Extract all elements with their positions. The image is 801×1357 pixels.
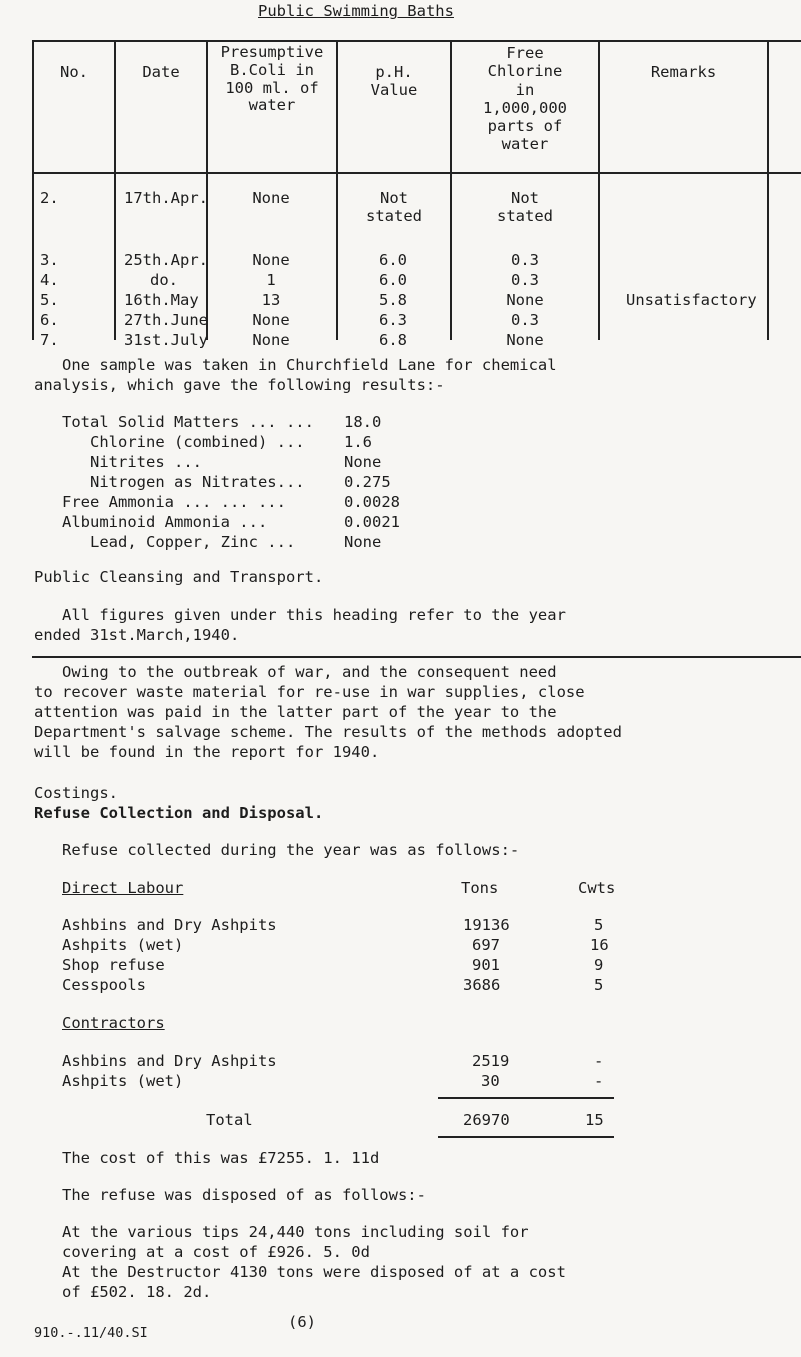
collection-tons: 2519 [472, 1052, 510, 1070]
para2-line-3: attention was paid in the latter part of the year to the [34, 703, 557, 721]
row-2-bcoli: None [252, 189, 290, 207]
table-divider [598, 40, 600, 340]
row-2-no: 2. [40, 189, 59, 207]
tons-header: Tons [461, 879, 499, 897]
row-2-ph: Not stated [366, 189, 422, 225]
row-3-no: 3. [40, 251, 59, 269]
row-5-no: 5. [40, 291, 59, 309]
row-3-date: 25th.Apr. [124, 251, 208, 269]
analysis-value: 18.0 [344, 413, 382, 431]
row-5-chlorine: None [506, 291, 544, 309]
disposal-intro: The refuse was disposed of as follows:- [62, 1186, 426, 1204]
collection-item: Cesspools [62, 976, 146, 994]
analysis-value: 0.0028 [344, 493, 400, 511]
total-label: Total [206, 1111, 253, 1129]
header-bcoli: Presumptive B.Coli in 100 ml. of water [220, 43, 324, 115]
collection-item: Ashbins and Dry Ashpits [62, 1052, 277, 1070]
section-heading: Public Cleansing and Transport. [34, 568, 324, 586]
row-2-chlorine: Not stated [497, 189, 553, 225]
footer-code: 910.-.11/40.SI [34, 1325, 148, 1341]
analysis-value: 1.6 [344, 433, 372, 451]
row-6-no: 6. [40, 311, 59, 329]
collection-cwts: 5 [594, 916, 604, 934]
sample-intro-line-1: One sample was taken in Churchfield Lane for chemical [62, 356, 557, 374]
row-4-date: do. [150, 271, 178, 289]
header-free-chlorine: Free Chlorine in 1,000,000 parts of water [483, 44, 567, 154]
analysis-value: 0.275 [344, 473, 391, 491]
para2-line-5: will be found in the report for 1940. [34, 743, 380, 761]
row-6-bcoli: None [252, 311, 290, 329]
analysis-label: Nitrogen as Nitrates... [90, 473, 305, 491]
row-5-remarks: Unsatisfactory [626, 291, 757, 309]
collection-cwts: 9 [594, 956, 604, 974]
direct-labour-heading: Direct Labour [62, 879, 184, 897]
analysis-label: Free Ammonia ... ... ... [62, 493, 286, 511]
collection-cwts: - [594, 1072, 604, 1090]
row-6-date: 27th.June [124, 311, 208, 329]
table-header-rule [32, 172, 801, 174]
header-date: Date [142, 63, 180, 81]
header-remarks: Remarks [650, 63, 717, 81]
para2-line-2: to recover waste material for re-use in war supplies, close [34, 683, 585, 701]
collection-item: Ashpits (wet) [62, 936, 184, 954]
row-3-bcoli: None [252, 251, 290, 269]
collection-tons: 30 [481, 1072, 500, 1090]
para1-line-1: All figures given under this heading refer to the year [62, 606, 566, 624]
row-4-chlorine: 0.3 [511, 271, 539, 289]
row-7-chlorine: None [506, 331, 544, 349]
row-5-ph: 5.8 [379, 291, 407, 309]
row-4-no: 4. [40, 271, 59, 289]
row-3-ph: 6.0 [379, 251, 407, 269]
cost-line: The cost of this was £7255. 1. 11d [62, 1149, 380, 1167]
row-2-date: 17th.Apr. [124, 189, 208, 207]
row-4-bcoli: 1 [266, 271, 276, 289]
swimming-baths-table [32, 20, 801, 349]
disposal-line-4: of £502. 18. 2d. [62, 1283, 212, 1301]
analysis-value: 0.0021 [344, 513, 400, 531]
analysis-value: None [344, 453, 382, 471]
page-number: (6) [288, 1313, 316, 1331]
collection-cwts: - [594, 1052, 604, 1070]
cwts-header: Cwts [578, 879, 616, 897]
collection-item: Ashpits (wet) [62, 1072, 184, 1090]
row-7-bcoli: None [252, 331, 290, 349]
table-divider [114, 40, 116, 340]
total-cwts: 15 [585, 1111, 604, 1129]
row-4-ph: 6.0 [379, 271, 407, 289]
collection-item: Shop refuse [62, 956, 165, 974]
header-no: No. [60, 63, 88, 81]
row-7-ph: 6.8 [379, 331, 407, 349]
analysis-label: Lead, Copper, Zinc ... [90, 533, 296, 551]
disposal-line-3: At the Destructor 4130 tons were disposed of at a cost [62, 1263, 566, 1281]
total-rule-bottom [438, 1136, 614, 1138]
analysis-value: None [344, 533, 382, 551]
row-5-date: 16th.May [124, 291, 199, 309]
total-tons: 26970 [463, 1111, 510, 1129]
row-7-date: 31st.July [124, 331, 208, 349]
disposal-line-2: covering at a cost of £926. 5. 0d [62, 1243, 370, 1261]
analysis-label: Nitrites ... [90, 453, 202, 471]
collection-tons: 697 [472, 936, 500, 954]
table-top-rule [32, 40, 801, 42]
header-ph: p.H. Value [370, 63, 418, 99]
collection-tons: 901 [472, 956, 500, 974]
row-6-chlorine: 0.3 [511, 311, 539, 329]
disposal-line-1: At the various tips 24,440 tons including soil for [62, 1223, 529, 1241]
costings-heading: Costings. [34, 784, 118, 802]
row-5-bcoli: 13 [261, 291, 281, 309]
para1-line-2: ended 31st.March,1940. [34, 626, 240, 644]
para2-line-1: Owing to the outbreak of war, and the consequent need [62, 663, 557, 681]
collection-cwts: 16 [590, 936, 609, 954]
row-6-ph: 6.3 [379, 311, 407, 329]
row-7-no: 7. [40, 331, 59, 349]
table-border-left [32, 40, 34, 340]
para2-line-4: Department's salvage scheme. The results of the methods adopted [34, 723, 622, 741]
contractors-heading: Contractors [62, 1014, 165, 1032]
collection-tons: 3686 [463, 976, 501, 994]
document-title: Public Swimming Baths [258, 2, 454, 20]
row-3-chlorine: 0.3 [511, 251, 539, 269]
total-rule-top [438, 1097, 614, 1099]
refuse-intro: Refuse collected during the year was as follows:- [62, 841, 520, 859]
collection-cwts: 5 [594, 976, 604, 994]
analysis-label: Albuminoid Ammonia ... [62, 513, 268, 531]
table-border-right [767, 40, 769, 340]
collection-tons: 19136 [463, 916, 510, 934]
sample-intro-line-2: analysis, which gave the following results:- [34, 376, 445, 394]
refuse-heading: Refuse Collection and Disposal. [34, 804, 324, 822]
collection-item: Ashbins and Dry Ashpits [62, 916, 277, 934]
analysis-label: Total Solid Matters ... ... [62, 413, 314, 431]
analysis-label: Chlorine (combined) ... [90, 433, 305, 451]
table-bottom-rule [32, 656, 801, 658]
